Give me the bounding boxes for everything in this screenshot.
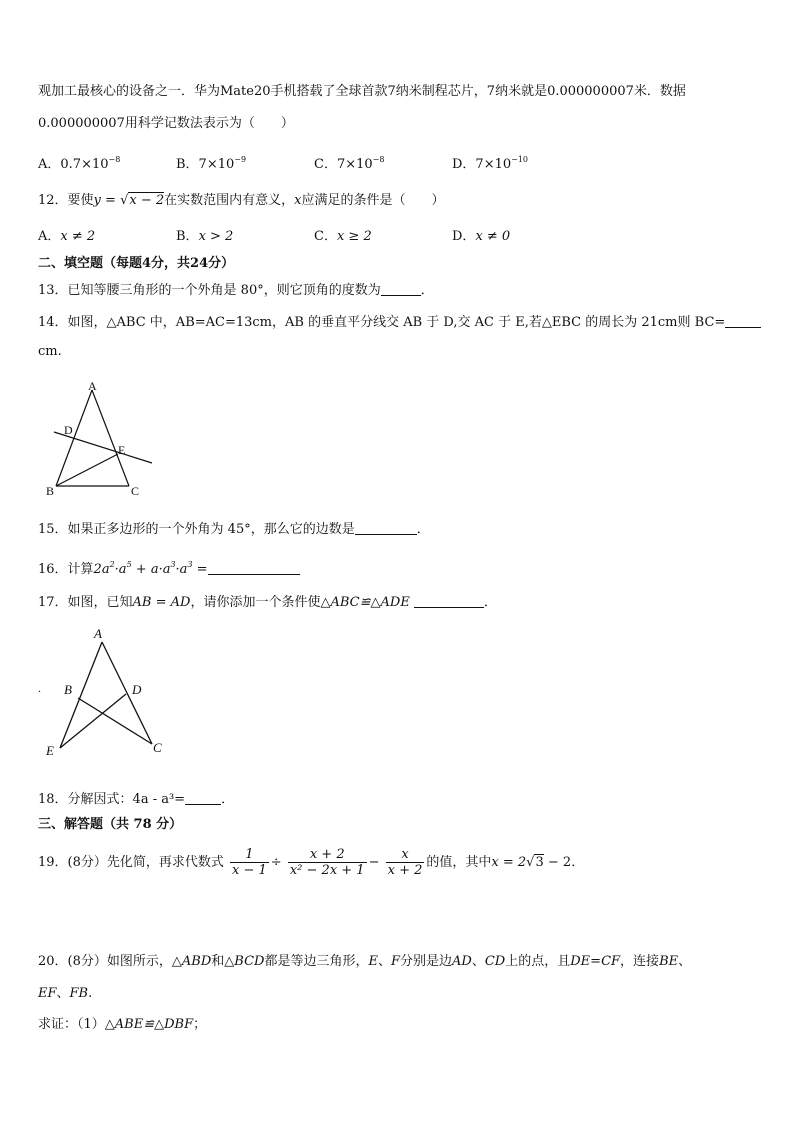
q12-option-c[interactable]: C．x ≥ 2 xyxy=(314,229,372,244)
q19-fraction-2: $\frac{x + 2}{\text{x² − 2x + 1}}$ xyxy=(289,847,365,878)
q11-option-a[interactable]: A．$0.7\times 10^{-8}$ xyxy=(38,155,121,172)
q17-stem: 17．如图，已知AB = AD，请你添加一个条件使△ABC≌△ADE ． xyxy=(38,595,497,610)
q18-answer-blank[interactable] xyxy=(185,791,221,805)
q12-option-d[interactable]: D．x ≠ 0 xyxy=(452,229,511,244)
section-2-heading: 二、填空题（每题4分，共24分） xyxy=(38,256,235,271)
q14-label-d: D xyxy=(64,423,73,437)
q14-stem: 14．如图，△ABC 中，AB=AC=13cm，AB 的垂直平分线交 AB 于 D,交 AC 于 E,若△EBC 的周长为 21cm则 BC= xyxy=(38,314,761,331)
q17-label-c: C xyxy=(153,740,162,755)
q13-answer-blank[interactable] xyxy=(381,282,421,296)
q11-option-d[interactable]: D．$7\times 10^{-10}$ xyxy=(452,155,529,172)
q15: 15．如果正多边形的一个外角为 45°，那么它的边数是 ． xyxy=(38,522,430,537)
q20-line2: EF、FB. xyxy=(38,986,93,1001)
q19-fraction-3: $\frac{x}{x + 2}$ xyxy=(387,847,423,878)
q18: 18．分解因式：4a - a³= ． xyxy=(38,792,235,807)
q17-label-a: A xyxy=(94,626,102,641)
q14-label-c: C xyxy=(131,484,140,498)
q17-figure xyxy=(36,624,176,758)
q19-fraction-1: $\frac{1}{x - 1}$ xyxy=(232,847,267,878)
q14-label-a: A xyxy=(88,379,97,393)
q17-answer-blank[interactable] xyxy=(414,594,484,608)
q20-line1: 20．(8分）如图所示，△ABD和△BCD都是等边三角形，E、F分别是边AD、CD上的点，且DE=CF，连接BE、 xyxy=(38,954,692,969)
q11-option-c[interactable]: C．$7\times 10^{-8}$ xyxy=(314,155,385,172)
q11-line1: 观加工最核心的设备之一．华为Mate20手机搭载了全球首款7纳米制程芯片，7纳米就是0.000000007米．数据 xyxy=(38,84,686,99)
q15-answer-blank[interactable] xyxy=(355,521,417,535)
q12-option-b[interactable]: B．x > 2 xyxy=(176,229,234,244)
q14-unit: cm. xyxy=(38,344,62,359)
q20-line3: 求证：（1）△ABE≌△DBF； xyxy=(38,1017,207,1032)
q14-answer-blank[interactable] xyxy=(725,314,761,328)
q17-label-b: B xyxy=(64,682,72,697)
q11-line2: 0.000000007用科学记数法表示为（ ） xyxy=(38,116,294,131)
q19: 19．(8分）先化简，再求代数式 $\frac{1}{x - 1}$ ÷ $\frac{x + 2}{\text{x² − 2x + 1}}$ − $\frac{x}{x + 2}$ 的值，其中x = 2√3 − 2． xyxy=(38,847,585,878)
q14-label-e: E xyxy=(118,443,126,457)
q14-label-b: B xyxy=(46,484,55,498)
q17-label-e: E xyxy=(46,743,54,758)
q16-answer-blank[interactable] xyxy=(208,561,300,575)
q14-figure xyxy=(40,378,170,498)
q11-option-b[interactable]: B．$7\times 10^{-9}$ xyxy=(176,155,247,172)
q12-option-a[interactable]: A．x ≠ 2 xyxy=(38,229,96,244)
q17-label-d: D xyxy=(132,682,142,697)
q13: 13．已知等腰三角形的一个外角是 80°，则它顶角的度数为 ． xyxy=(38,283,434,298)
q16: 16．计算$2a^2\cdot a^5 + a\cdot a^3\cdot a^3$ = xyxy=(38,557,300,578)
section-3-heading: 三、解答题（共 78 分） xyxy=(38,817,183,832)
q17-dot: . xyxy=(38,681,41,695)
q12-stem: 12．要使y = √x − 2在实数范围内有意义，x应满足的条件是（ ） xyxy=(38,193,445,208)
